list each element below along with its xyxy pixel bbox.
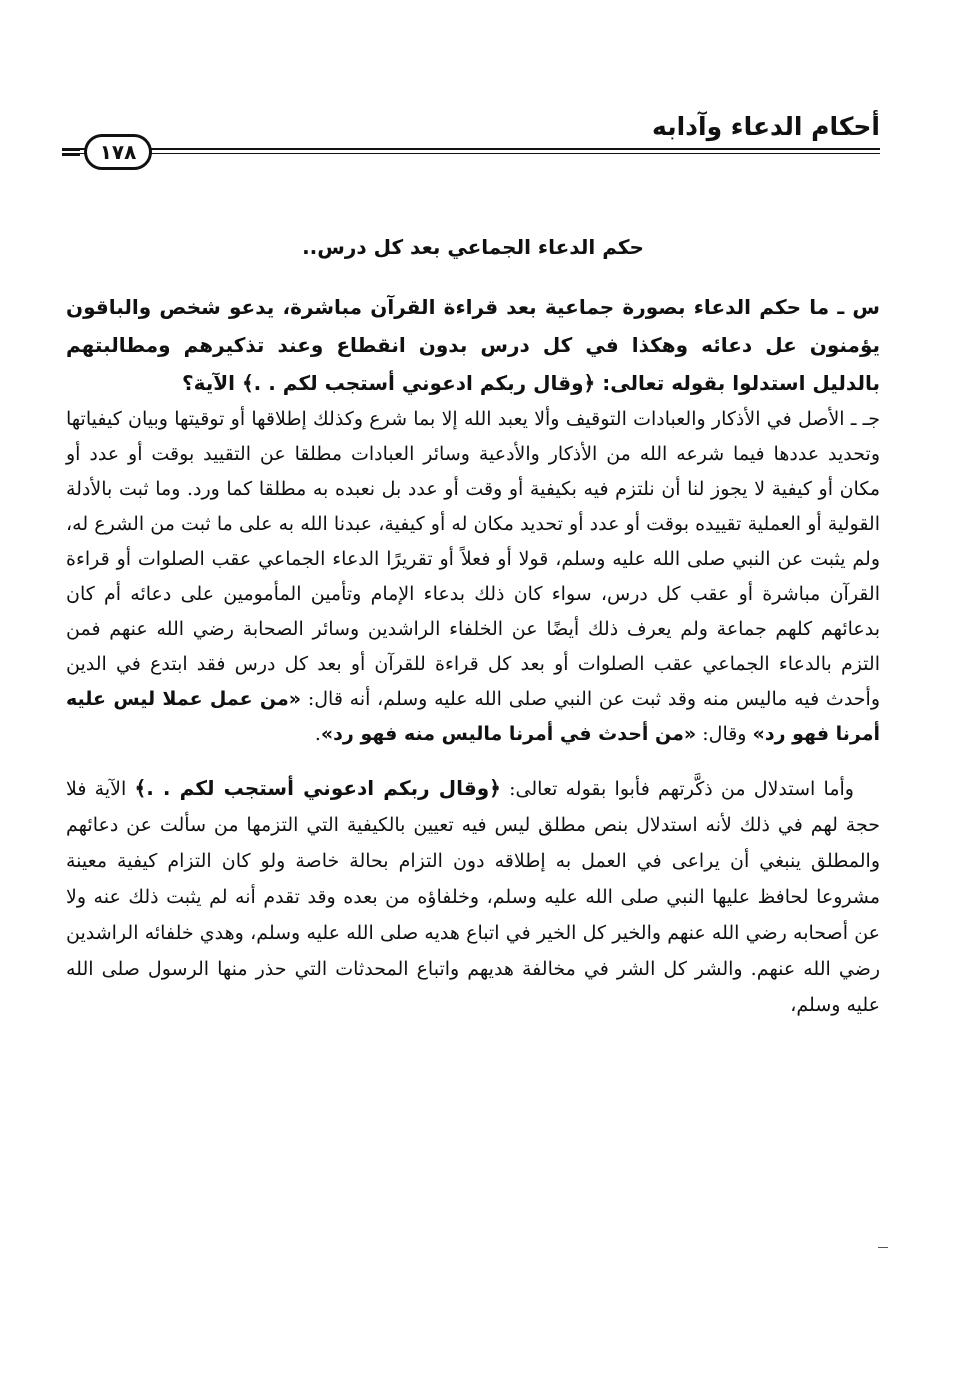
page-number: ١٧٨ — [84, 134, 152, 170]
hadith-quote: «من عمل عملا ليس عليه أمرنا فهو رد» — [66, 688, 880, 745]
header-rule-thin — [62, 153, 880, 154]
evidence-paragraph — [66, 770, 880, 1023]
header-rule — [62, 148, 880, 150]
section-title: حكم الدعاء الجماعي بعد كل درس.. — [302, 235, 644, 259]
page-content — [66, 232, 880, 1023]
book-title: أحكام الدعاء وآدابه — [652, 112, 880, 141]
question-paragraph: س ـ ما حكم الدعاء بصورة جماعية بعد قراءة القرآن مباشرة، يدعو شخص والباقون يؤمنون عل دعائه وهكذا في كل درس بدون انقطاع وعند تذكيرهم ومطالبتهم بالدليل استدلوا بقوله تعالى: ﴿وقال ربكم ادعوني أستجب لكم . .﴾ الآية؟ — [66, 295, 880, 395]
evidence-body: الآية فلا حجة لهم في ذلك لأنه استدلال بنص مطلق ليس فيه تعيين بالكيفية التي التزمها من سألت عن دعائهم والمطلق ينبغي أن يراعى في العمل به إطلاقه دون التزام بحالة خاصة ولو كان التزام كيفية معينة مشروعا لحافظ عليها النبي صلى الله عليه وسلم، وخلفاؤه من بعده وقد تقدم أنه لم يثبت ذلك عنه ولا عن أصحابه رضي الله عنهم والخير كل الخير في اتباع هديه صلى الله عليه وسلم، وهدي خلفائه الراشدين رضي الله عنهم. والشر كل الشر في مخالفة هديهم واتباع المحدثات التي حذر منها الرسول صلى الله عليه وسلم، — [66, 778, 880, 1016]
quran-verse: ﴿وقال ربكم ادعوني أستجب لكم . .﴾ — [134, 776, 501, 800]
running-header — [62, 104, 880, 166]
header-rule-stub — [62, 148, 80, 156]
answer-paragraph — [66, 402, 880, 752]
connector-text: وقال: — [702, 723, 747, 745]
scan-mark — [878, 1247, 888, 1248]
hadith-quote: «من أحدث في أمرنا ماليس منه فهو رد» — [320, 723, 697, 745]
evidence-lead: وأما استدلال من ذكَّرتهم فأبوا بقوله تعالى: — [509, 778, 854, 800]
answer-text: جـ ـ الأصل في الأذكار والعبادات التوقيف وألا يعبد الله إلا بما شرع وكذلك إطلاقها أو توقيتها وبيان كيفياتها وتحديد عددها فيما شرعه الله من الأذكار والأدعية وسائر العبادات مطلقا عن التقييد بوقت أو عدد أو مكان أو كيفية لا يجوز لنا أن نلتزم فيه بكيفية أو وقت أو عدد بل نعبده به مطلقا كما ورد. وما ثبت بالأدلة القولية أو العملية تقييده بوقت أو عدد أو تحديد مكان له أو كيفية، عبدنا الله به على ما ثبت من الشرع له، ولم يثبت عن النبي صلى الله عليه وسلم، قولا أو فعلاً أو تقريرًا الدعاء الجماعي عقب الصلوات أو قراءة القرآن مباشرة أو عقب كل درس، سواء كان ذلك بدعاء الإمام وتأمين المأمومين على دعائه أم كان بدعائهم كلهم جماعة ولم يعرف ذلك أيضًا عن الخلفاء الراشدين وسائر الصحابة رضي الله عنهم فمن التزم بالدعاء الجماعي عقب الصلوات أو بعد كل قراءة للقرآن أو بعد كل درس فقد ابتدع في الدين وأحدث فيه ماليس منه وقد ثبت عن النبي صلى الله عليه وسلم، أنه قال: — [66, 408, 880, 710]
answer-end: . — [314, 723, 321, 745]
